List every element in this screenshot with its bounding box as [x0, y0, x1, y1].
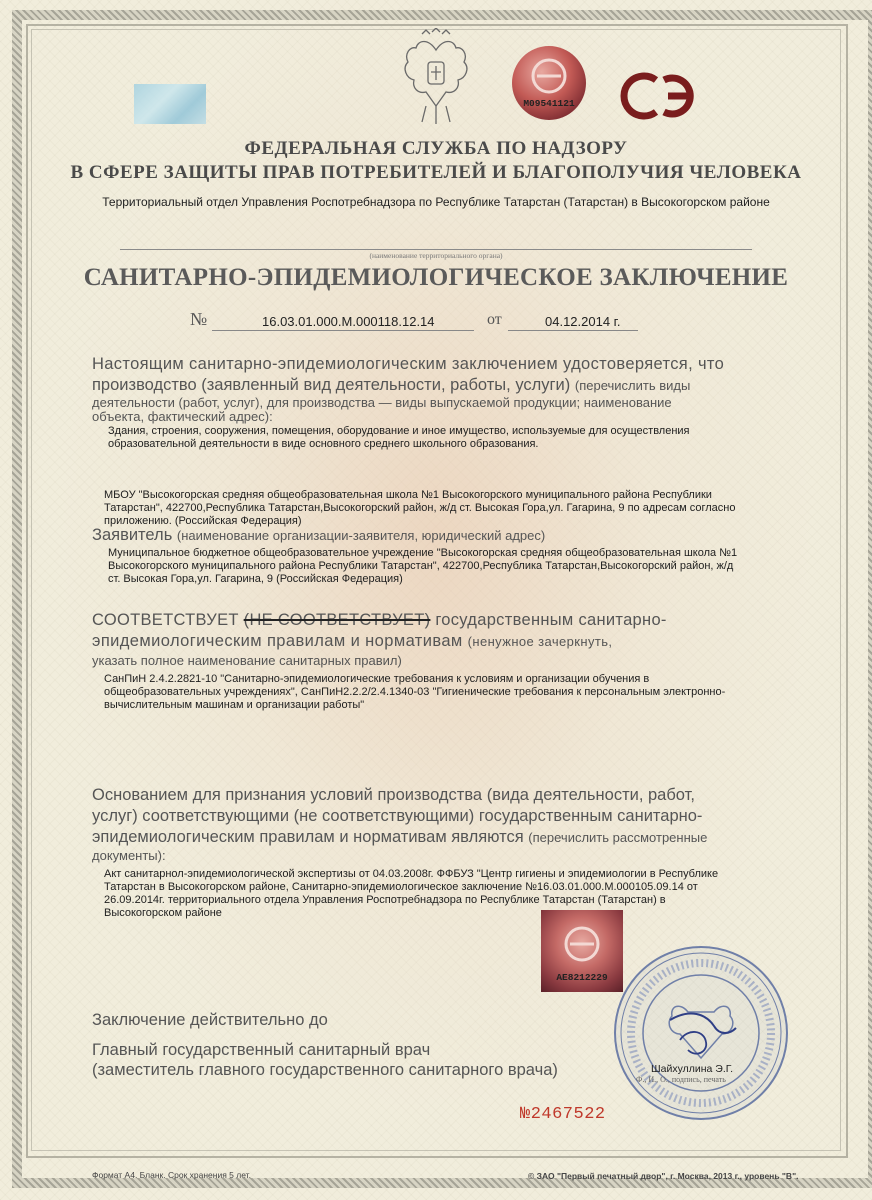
- conformity-line2-main: эпидемиологическим правилам и нормативам: [92, 632, 463, 650]
- basis-line4-note: документы):: [92, 848, 166, 863]
- agency-name-line2: В СФЕРЕ ЗАЩИТЫ ПРАВ ПОТРЕБИТЕЛЕЙ И БЛАГОПОЛУЧИЯ ЧЕЛОВЕКА: [70, 162, 802, 183]
- applicant-label: [92, 525, 782, 546]
- department-name: Территориальный отдел Управления Роспотребнадзора по Республике Татарстан (Татарстан) в Высокогорском районе: [102, 195, 770, 209]
- agency-name-line1: ФЕДЕРАЛЬНАЯ СЛУЖБА ПО НАДЗОРУ: [244, 138, 628, 159]
- conformity-line3-note: указать полное наименование санитарных правил): [92, 653, 402, 668]
- footer-printer-note: © ЗАО "Первый печатный двор", г. Москва, 2013 г., уровень "В".: [528, 1171, 799, 1181]
- basis-value-line3: 26.09.2014г. территориального отдела Управления Роспотребнадзора по Республике Татарстан (Татарстан) в: [104, 894, 666, 906]
- number-underline: [212, 330, 474, 331]
- rosstandart-icon: [527, 56, 571, 96]
- hologram-stripe: [134, 84, 206, 124]
- not-conforms-word-struck: (НЕ СООТВЕТСТВУЕТ): [243, 611, 431, 629]
- valid-until-label: Заключение действительно до: [92, 1011, 328, 1029]
- conformity-line2: [92, 631, 782, 652]
- eagle-emblem-icon: [398, 28, 474, 128]
- hologram-bottom-code: AE8212229: [556, 972, 608, 983]
- department-caption: (наименование территориального органа): [369, 251, 503, 260]
- conformity-line1-rest: государственным санитарно-: [435, 611, 667, 629]
- production-note-line3: деятельности (работ, услуг), для производства — виды выпускаемой продукции; наименование: [92, 395, 672, 410]
- basis-line2: услуг) соответствующими (не соответствующими) государственным санитарно-: [92, 807, 703, 825]
- signer-caption: Ф., И., О., подпись, печать: [636, 1075, 726, 1084]
- applicant-value-line2: Высокогорского муниципального района Республики Татарстан", 422700,Республика Татарстан,Высокогорский район, ж/д: [108, 560, 734, 572]
- production-value-line1: Здания, строения, сооружения, помещения, оборудование и иное имущество, используемые для осуществления: [108, 425, 690, 437]
- document-number: 16.03.01.000.М.000118.12.14: [262, 314, 435, 329]
- hologram-top-code: M09541121: [523, 98, 575, 109]
- conformity-line2-note: (ненужное зачеркнуть,: [467, 634, 613, 649]
- chief-doctor-line1: Главный государственный санитарный врач: [92, 1041, 431, 1059]
- basis-value-line2: Татарстан в Высокогорском районе, Санитарно-эпидемиологическое заключение №16.03.01.000.М.000105.09.14 от: [104, 881, 698, 893]
- basis-line1: Основанием для признания условий производства (вида деятельности, работ,: [92, 786, 695, 804]
- document-title: САНИТАРНО-ЭПИДЕМИОЛОГИЧЕСКОЕ ЗАКЛЮЧЕНИЕ: [83, 264, 789, 291]
- signer-name: Шайхуллина Э.Г.: [651, 1063, 734, 1075]
- number-label: №: [190, 309, 208, 329]
- se-mark-logo: [618, 72, 708, 120]
- object-line3: приложению. (Российская Федерация): [104, 515, 302, 527]
- basis-line3-main: эпидемиологическим правилам и нормативам являются: [92, 828, 524, 846]
- basis-line3: [92, 827, 782, 848]
- official-stamp-icon: [610, 942, 792, 1124]
- object-line2: Татарстан", 422700,Республика Татарстан,Высокогорский район, ж/д ст. Высокая Гора,ул. Гагарина, 9 по адресам согласно: [104, 502, 736, 514]
- rosstandart-icon-bottom: [560, 924, 604, 964]
- basis-value-line4: Высокогорском районе: [104, 907, 222, 919]
- conformity-line1: [92, 610, 782, 630]
- date-underline: [508, 330, 638, 331]
- basis-value-line1: Акт санитарнол-эпидемиологической экспертизы от 04.03.2008г. ФФБУЗ "Центр гигиены и эпидемиологии в Республике: [104, 868, 719, 880]
- conformity-value-line3: вычислительным машинам и организации работы": [104, 699, 365, 711]
- footer-format-note: Формат А4. Бланк. Срок хранения 5 лет.: [92, 1170, 251, 1180]
- applicant-value-line3: ст. Высокая Гора,ул. Гагарина, 9 (Российская Федерация): [108, 573, 403, 585]
- applicant-value-line1: Муниципальное бюджетное общеобразовательное учреждение "Высокогорская средняя общеобразовательная школа №1: [108, 547, 738, 559]
- production-note-line4: объекта, фактический адрес):: [92, 409, 273, 424]
- object-line1: МБОУ "Высокогорская средняя общеобразовательная школа №1 Высокогорского муниципального района Республики: [104, 489, 712, 501]
- document-date: 04.12.2014 г.: [545, 314, 621, 329]
- conforms-word: СООТВЕТСТВУЕТ: [92, 611, 239, 629]
- basis-line3-note: (перечислить рассмотренные: [528, 830, 708, 845]
- conformity-value-line1: СанПиН 2.4.2.2821-10 "Санитарно-эпидемиологические требования к условиям и организации обучения в: [104, 673, 650, 685]
- production-lead-note: (перечислить виды: [574, 378, 691, 393]
- date-label: от: [487, 311, 502, 328]
- department-underline: [120, 249, 752, 250]
- production-lead-main: производство (заявленный вид деятельности, работы, услуги): [92, 376, 571, 394]
- conformity-value-line2: общеобразовательных учреждениях", СанПиН2.2.2/2.4.1340-03 "Гигиенические требования к персональным электронно-: [104, 686, 726, 698]
- production-value-line2: образовательной деятельности в виде основного среднего школьного образования.: [108, 438, 539, 450]
- chief-doctor-line2: (заместитель главного государственного санитарного врача): [92, 1061, 558, 1079]
- form-serial-number: №2467522: [520, 1105, 606, 1124]
- production-lead-line1: Настоящим санитарно-эпидемиологическим заключением удостоверяется, что: [92, 355, 725, 373]
- applicant-label-note: (наименование организации-заявителя, юридический адрес): [176, 528, 546, 543]
- applicant-label-main: Заявитель: [92, 526, 173, 544]
